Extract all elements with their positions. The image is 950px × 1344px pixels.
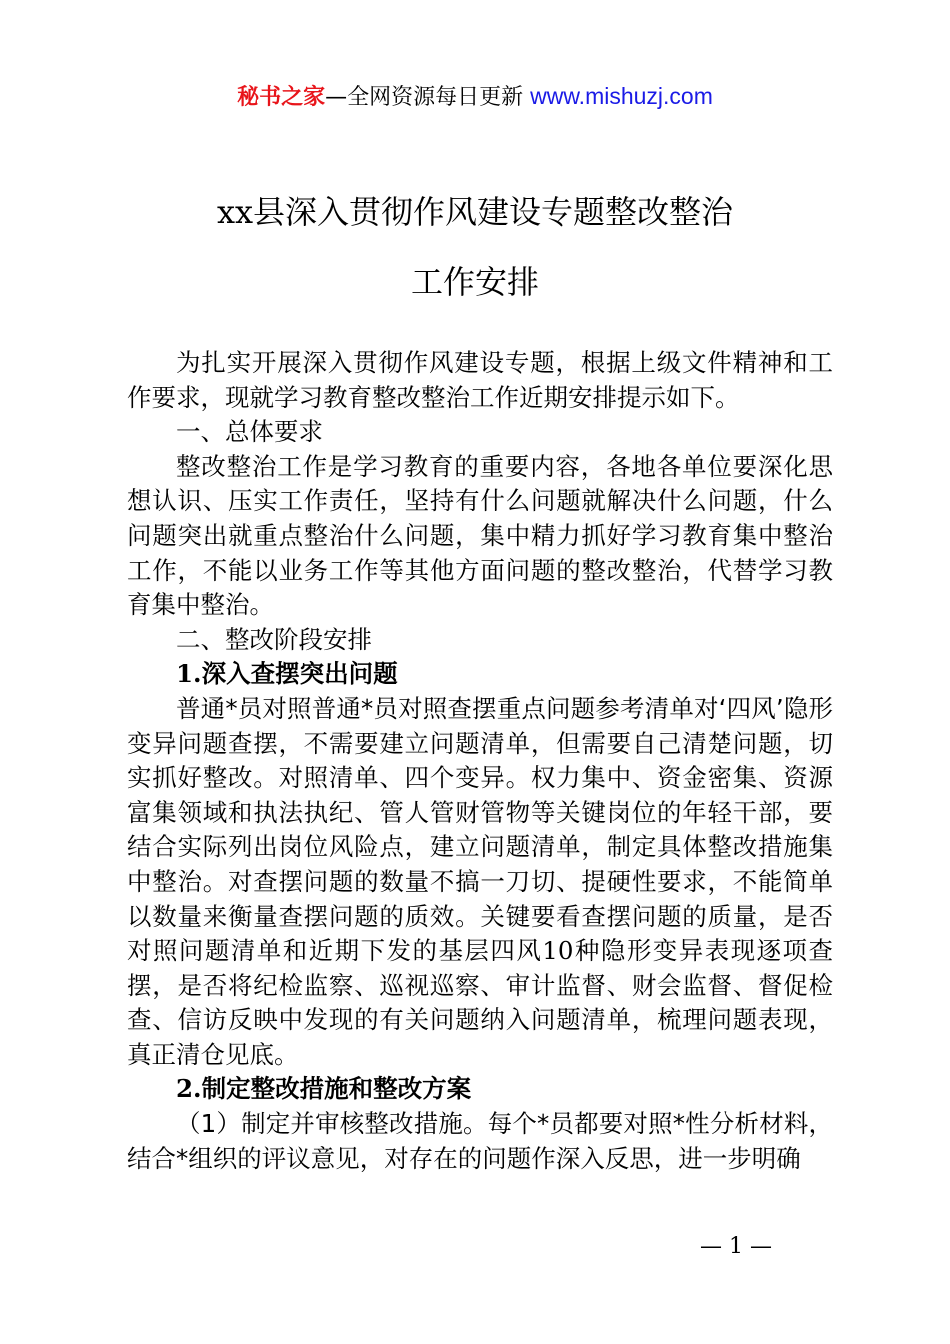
subsection-2-title: 制定整改措施和整改方案 xyxy=(201,1074,472,1104)
intro-paragraph: 为扎实开展深入贯彻作风建设专题，根据上级文件精神和工作要求，现就学习教育整改整治工作近期安排提示如下。 xyxy=(127,348,833,412)
site-url-link[interactable]: www.mishuzj.com xyxy=(530,83,713,109)
site-slogan: —全网资源每日更新 xyxy=(325,85,531,110)
document-title-line-2: 工作安排 xyxy=(410,263,539,301)
subsection-1-title: 深入查摆突出问题 xyxy=(201,659,398,689)
title-county-placeholder: xx xyxy=(216,193,254,231)
rectification-measures-paragraph: （1）制定并审核整改措施。每个*员都要对照*性分析材料，结合*组织的评议意见，对存在的问题作深入反思，进一步明确 xyxy=(127,1109,833,1173)
subsection-1-number: 1. xyxy=(176,659,202,689)
document-body xyxy=(127,346,833,1176)
page-number: — 1 — xyxy=(700,1234,772,1259)
problem-finding-text-a: 普通*员对照普通*员对照查摆重点问题参考清单对‘四风’隐形变异问题查摆，不需要建立问题清单，但需要自己清楚问题，切实抓好整改。对照清单、四个变异。权力集中、资金密集、资源富集领域和执法执纪、管人管财管物等关键岗位的年轻干部，要结合实际列出岗位风险点，建立问题清单，制定具体整改措施集中整治。对查摆问题的数量不搞一刀切、提硬性要求，不能简单以数量来衡量查摆问题的质效。关键要看查摆问题的质量，是否对照问题清单和近期下发的基层四风 xyxy=(127,693,833,966)
section-heading-overall-requirements: 一、总体要求 xyxy=(176,417,323,447)
overall-requirements-paragraph: 整改整治工作是学习教育的重要内容，各地各单位要深化思想认识、压实工作责任，坚持有什么问题就解决什么问题，什么问题突出就重点整治什么问题，集中精力抓好学习教育集中整治工作，不能以业务工作等其他方面问题的整改整治，代替学习教育集中整治。 xyxy=(127,451,833,620)
subsection-heading-1 xyxy=(127,657,833,692)
problem-finding-text-b: 种隐形变异表现逐项查摆，是否将纪检监察、巡视巡察、审计监督、财会监督、督促检查、信访反映中发现的有关问题纳入问题清单，梳理问题表现，真正清仓见底。 xyxy=(127,936,834,1069)
section-heading-stage-arrangement: 二、整改阶段安排 xyxy=(176,624,372,654)
problem-finding-paragraph xyxy=(127,692,833,1073)
site-header-banner xyxy=(0,80,950,114)
subsection-heading-2 xyxy=(127,1072,833,1107)
subsection-2-number: 2. xyxy=(176,1074,202,1104)
problem-finding-number: 10 xyxy=(542,936,574,966)
site-name: 秘书之家 xyxy=(237,85,326,110)
title-line-1-text: 县深入贯彻作风建设专题整改整治 xyxy=(253,193,734,231)
document-title-line-1 xyxy=(0,192,950,232)
